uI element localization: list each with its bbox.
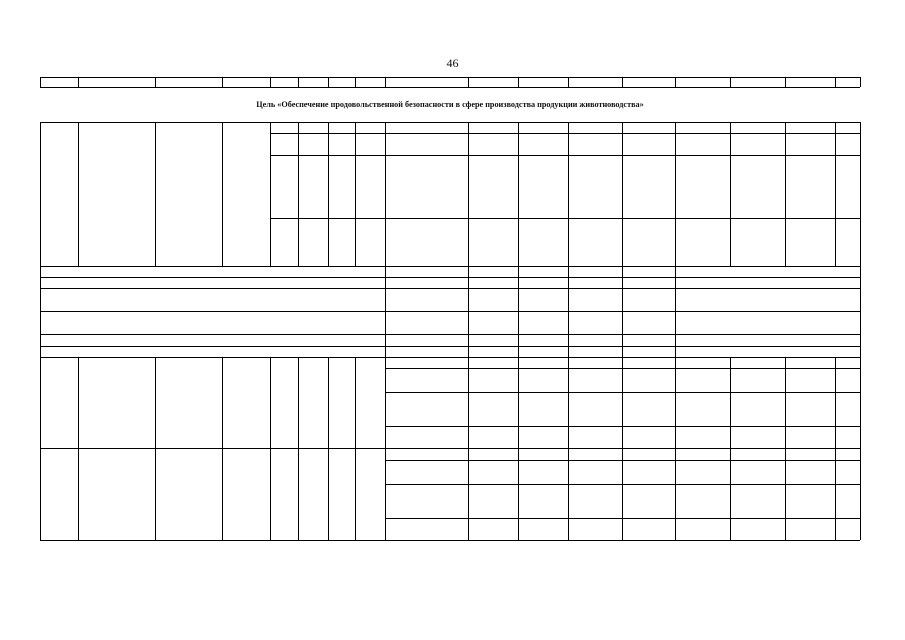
column-divider xyxy=(385,77,386,87)
page-number: 46 xyxy=(446,56,459,70)
column-divider xyxy=(222,357,223,448)
column-divider xyxy=(328,357,329,448)
column-divider xyxy=(675,288,676,311)
column-divider xyxy=(730,357,731,448)
column-divider xyxy=(518,122,519,266)
column-divider xyxy=(40,357,41,448)
column-divider xyxy=(155,357,156,448)
column-divider xyxy=(155,448,156,540)
column-divider xyxy=(622,311,623,334)
column-divider xyxy=(860,334,861,346)
column-divider xyxy=(622,77,623,87)
column-divider xyxy=(675,448,676,540)
column-divider xyxy=(622,288,623,311)
column-divider xyxy=(785,77,786,87)
column-divider xyxy=(675,311,676,334)
column-divider xyxy=(468,357,469,448)
column-divider xyxy=(622,357,623,448)
column-divider xyxy=(78,77,79,87)
column-divider xyxy=(155,77,156,87)
source-divider xyxy=(270,155,860,156)
source-divider xyxy=(270,133,860,134)
column-divider xyxy=(270,122,271,266)
indicator-divider xyxy=(40,277,860,278)
column-divider xyxy=(860,288,861,311)
column-divider xyxy=(730,448,731,540)
column-divider xyxy=(860,448,861,540)
column-divider xyxy=(518,357,519,448)
column-divider xyxy=(468,311,469,334)
column-divider xyxy=(40,311,41,334)
column-divider xyxy=(155,122,156,266)
column-divider xyxy=(40,277,41,288)
column-divider xyxy=(860,277,861,288)
column-divider xyxy=(835,448,836,540)
column-divider xyxy=(385,311,386,334)
column-divider xyxy=(518,288,519,311)
source-divider xyxy=(270,218,860,219)
column-divider xyxy=(860,77,861,87)
column-divider xyxy=(675,277,676,288)
indicator-divider xyxy=(40,288,860,289)
column-divider xyxy=(835,122,836,266)
column-divider xyxy=(860,346,861,357)
column-divider xyxy=(785,357,786,448)
column-divider xyxy=(385,277,386,288)
column-divider xyxy=(730,77,731,87)
column-divider xyxy=(622,277,623,288)
program-top-border xyxy=(40,122,860,123)
column-divider xyxy=(622,448,623,540)
column-divider xyxy=(270,77,271,87)
column-divider xyxy=(468,448,469,540)
column-divider xyxy=(860,311,861,334)
column-divider xyxy=(518,77,519,87)
column-divider xyxy=(785,122,786,266)
measure-top-border xyxy=(40,448,860,449)
column-divider xyxy=(675,346,676,357)
column-divider xyxy=(385,346,386,357)
column-divider xyxy=(385,448,386,540)
column-divider xyxy=(270,357,271,448)
column-divider xyxy=(355,357,356,448)
column-divider xyxy=(385,334,386,346)
column-divider xyxy=(675,122,676,266)
column-divider xyxy=(355,77,356,87)
column-divider xyxy=(568,288,569,311)
column-divider xyxy=(468,334,469,346)
column-divider xyxy=(622,122,623,266)
column-divider xyxy=(622,266,623,277)
column-divider xyxy=(222,122,223,266)
column-divider xyxy=(568,334,569,346)
goal-heading: Цель «Обеспечение продовольственной безопасности в сфере производства продукции животноводства» xyxy=(256,100,644,109)
column-divider xyxy=(40,266,41,277)
column-divider xyxy=(468,288,469,311)
column-divider xyxy=(40,334,41,346)
column-divider xyxy=(468,346,469,357)
column-divider xyxy=(40,346,41,357)
indicator-divider xyxy=(40,334,860,335)
indicator-divider xyxy=(40,346,860,347)
column-divider xyxy=(568,77,569,87)
column-divider xyxy=(518,448,519,540)
column-divider xyxy=(355,122,356,266)
column-divider xyxy=(40,122,41,266)
column-divider xyxy=(730,122,731,266)
column-divider xyxy=(860,122,861,266)
column-divider xyxy=(518,277,519,288)
column-divider xyxy=(328,122,329,266)
column-divider xyxy=(222,77,223,87)
column-divider xyxy=(675,357,676,448)
column-divider xyxy=(40,77,41,87)
header-top-border xyxy=(40,77,860,78)
column-divider xyxy=(568,448,569,540)
column-divider xyxy=(518,346,519,357)
column-divider xyxy=(468,122,469,266)
column-divider xyxy=(568,346,569,357)
column-divider xyxy=(298,448,299,540)
column-divider xyxy=(40,448,41,540)
column-divider xyxy=(355,448,356,540)
column-divider xyxy=(568,311,569,334)
column-divider xyxy=(40,288,41,311)
column-divider xyxy=(622,334,623,346)
column-divider xyxy=(328,448,329,540)
column-divider xyxy=(385,122,386,266)
column-divider xyxy=(468,77,469,87)
column-divider xyxy=(385,266,386,277)
column-divider xyxy=(785,448,786,540)
column-divider xyxy=(568,357,569,448)
column-divider xyxy=(385,288,386,311)
column-divider xyxy=(270,448,271,540)
column-divider xyxy=(860,357,861,448)
column-divider xyxy=(298,357,299,448)
header-bottom-border xyxy=(40,87,860,88)
column-divider xyxy=(328,77,329,87)
column-divider xyxy=(675,334,676,346)
column-divider xyxy=(298,77,299,87)
column-divider xyxy=(518,311,519,334)
column-divider xyxy=(835,357,836,448)
column-divider xyxy=(568,122,569,266)
column-divider xyxy=(675,77,676,87)
column-divider xyxy=(675,266,676,277)
indicator-divider xyxy=(40,266,860,267)
column-divider xyxy=(468,277,469,288)
column-divider xyxy=(568,266,569,277)
table-bottom-border xyxy=(40,540,860,541)
column-divider xyxy=(860,266,861,277)
column-divider xyxy=(385,357,386,448)
column-divider xyxy=(622,346,623,357)
column-divider xyxy=(78,357,79,448)
indicator-divider xyxy=(40,311,860,312)
column-divider xyxy=(835,77,836,87)
column-divider xyxy=(78,122,79,266)
column-divider xyxy=(468,266,469,277)
column-divider xyxy=(518,334,519,346)
column-divider xyxy=(568,277,569,288)
column-divider xyxy=(518,266,519,277)
column-divider xyxy=(78,448,79,540)
column-divider xyxy=(222,448,223,540)
measure-top-border xyxy=(40,357,860,358)
column-divider xyxy=(298,122,299,266)
